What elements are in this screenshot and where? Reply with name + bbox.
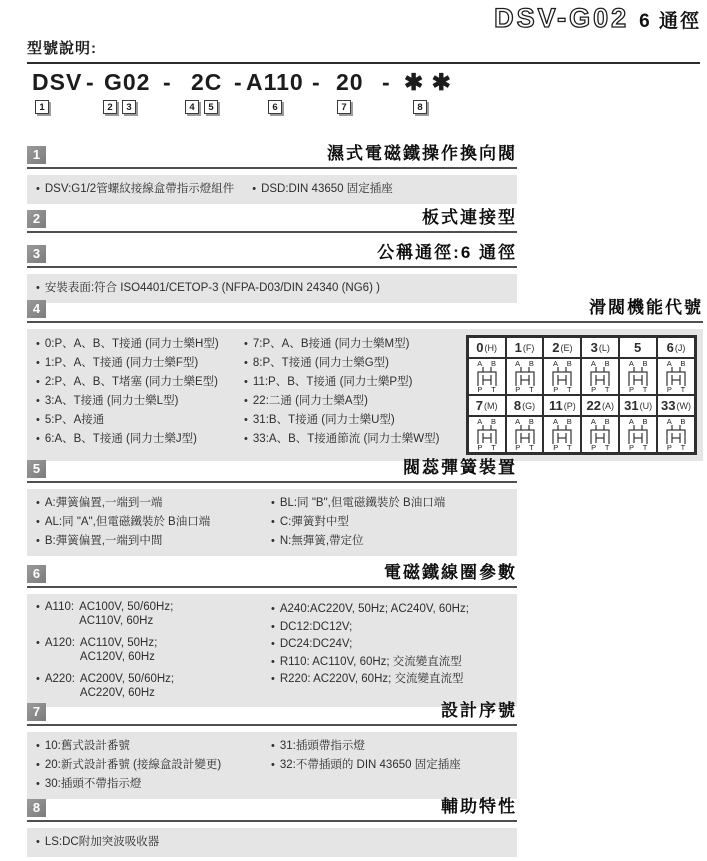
valve-symbol-icon [663,425,689,444]
bullet-icon: • [36,414,40,426]
section-1-header [27,139,517,169]
section-4-content [27,329,703,461]
list-item: • 31:B、T接通 (同力士樂U型) [244,411,460,430]
list-item: • 22:二通 (同力士樂A型) [244,392,460,411]
bullet-icon: • [36,376,40,388]
bullet-icon: • [36,395,40,407]
section-number-badge: 4 [27,300,46,318]
bullet-icon: • [244,338,248,350]
bullet-icon: • [36,673,40,685]
code-dash: - [163,69,172,95]
section-1-content [27,175,517,204]
section-title: 公稱通徑:6 通徑 [377,243,517,262]
model-code-row [0,69,707,121]
bullet-icon: • [244,376,248,388]
section-5 [27,453,517,556]
list-item: • 30:插頭不帶指示燈 [36,775,271,794]
bullet-icon: • [244,433,248,445]
code-seg: 20 [336,69,364,95]
section-7-content [27,732,517,799]
code-position-badge: 6 [268,100,282,114]
section-title: 板式連接型 [422,208,517,227]
table-header-cell: 3 (L) [581,337,619,358]
valve-symbol-cell: A B P T [657,358,695,395]
model-size-label: 6 通徑 [639,11,701,32]
section-title: 滑閥機能代號 [589,298,703,317]
bullet-icon: • [244,414,248,426]
section-5-header [27,453,517,483]
table-header-cell: 6 (J) [657,337,695,358]
bullet-icon: • [271,740,275,752]
list-item: • 10:舊式設計番號 [36,737,271,756]
model-explanation-label: 型號說明: [27,40,97,57]
list-item: • 1:P、A、T接通 (同力士樂F型) [36,354,238,373]
valve-symbol-icon [625,425,651,444]
code-position-badge: 3 [122,100,136,114]
list-item: • N:無彈簧,帶定位 [271,532,508,551]
table-header-cell: 2 (E) [543,337,581,358]
bullet-icon: • [36,338,40,350]
spool-codes-right [244,335,460,455]
bullet-icon: • [36,637,40,649]
coil-options-right [271,601,508,700]
list-item: • DC12:DC12V; [271,619,508,637]
model-series-title: DSV-G02 [494,3,630,33]
valve-symbol-cell: A B P T [619,416,657,453]
bullet-icon: • [36,357,40,369]
section-number-badge: 5 [27,460,46,478]
code-seg: DSV [32,69,83,95]
valve-symbol-icon [474,425,500,444]
bullet-icon: • [36,740,40,752]
valve-symbol-icon [549,367,575,386]
valve-symbol-icon [512,425,538,444]
code-wildcard: ✱ ✱ [404,69,452,95]
list-item: • 20:新式設計番號 (接線盒設計變更) [36,756,271,775]
list-item: • 安裝表面:符合 ISO4401/CETOP-3 (NFPA-D03/DIN 24340 (NG6) ) [36,279,508,298]
bullet-icon: • [271,620,275,633]
list-item: • 6:A、B、T接通 (同力士樂J型) [36,430,238,449]
code-position-badge: 5 [204,100,218,114]
section-1 [27,139,517,204]
list-item: • A110: AC100V, 50/60Hz; AC110V, 60Hz [36,601,174,627]
list-item: • R110: AC110V, 60Hz; 交流變直流型 [271,654,508,672]
divider [27,62,700,64]
bullet-icon: • [252,183,257,195]
valve-symbol-cell: A B P T [506,358,544,395]
bullet-icon: • [36,601,40,613]
bullet-icon: • [271,638,275,650]
list-item: • DC24:DC24V; [271,636,508,654]
list-item: • DSD:DIN 43650 固定插座 [252,180,393,199]
bullet-icon: • [271,655,275,668]
section-8 [27,792,517,857]
table-header-cell: 33 (W) [657,395,695,416]
section-title: 輔助特性 [441,797,517,816]
section-8-header [27,792,517,822]
code-dash: - [86,69,95,95]
section-title: 電磁鐵線圈參數 [384,563,517,582]
bullet-icon: • [271,603,275,615]
code-position-badge: 4 [185,100,199,114]
valve-symbol-icon [549,425,575,444]
list-item: • 11:P、B、T接通 (同力士樂P型) [244,373,460,392]
section-number-badge: 7 [27,703,46,721]
code-dash: - [382,69,391,95]
spool-codes-left [36,335,238,455]
section-3-header [27,238,517,268]
list-item: • A120: AC110V, 50Hz; AC120V, 60Hz [36,637,158,663]
bullet-icon: • [271,759,275,771]
bullet-icon: • [36,282,40,294]
bullet-icon: • [36,778,40,790]
bullet-icon: • [36,497,40,509]
valve-symbol-cell: A B P T [581,416,619,453]
table-header-cell: 7 (M) [468,395,506,416]
section-6-content [27,594,517,707]
list-item: • AL:同 "A",但電磁鐵裝於 B油口端 [36,513,271,532]
valve-symbol-cell: A B P T [581,358,619,395]
bullet-icon: • [244,357,248,369]
spool-symbol-table [466,335,697,455]
bullet-icon: • [36,516,40,528]
valve-symbol-icon [625,367,651,386]
table-header-cell: 0 (H) [468,337,506,358]
section-7-header [27,696,517,726]
list-item: • R220: AC220V, 60Hz; 交流變直流型 [271,671,508,689]
table-header-cell: 22 (A) [581,395,619,416]
section-5-content [27,489,517,556]
code-seg: A110 [246,69,304,95]
section-title: 濕式電磁鐵操作換向閥 [327,144,517,163]
valve-symbol-icon [587,367,613,386]
section-number-badge: 2 [27,210,46,228]
list-item: • B:彈簧偏置,一端到中間 [36,532,271,551]
list-item: • 2:P、A、B、T堵塞 (同力士樂E型) [36,373,238,392]
list-item: • DSV:G1/2管螺紋接線盒帶指示燈組件 [36,180,234,199]
valve-symbol-icon [663,367,689,386]
code-position-badge: 8 [413,100,427,114]
bullet-icon: • [271,516,275,528]
valve-symbol-cell: A B P T [543,358,581,395]
section-title: 設計序號 [441,701,517,720]
bullet-icon: • [244,395,248,407]
code-position-badge: 2 [103,100,117,114]
list-item: • 31:插頭帶指示燈 [271,737,508,756]
bullet-icon: • [271,497,275,509]
list-item: • A220: AC200V, 50/60Hz; AC220V, 60Hz [36,673,175,699]
bullet-icon: • [271,535,275,547]
coil-options-left [36,601,271,700]
bullet-icon: • [271,673,275,685]
section-7 [27,696,517,799]
valve-symbol-cell: A B P T [468,416,506,453]
bullet-icon: • [36,433,40,445]
code-seg: G02 [104,69,151,95]
section-2 [27,203,517,233]
code-dash: - [312,69,321,95]
table-header-cell: 31 (U) [619,395,657,416]
table-header-cell: 8 (G) [506,395,544,416]
valve-symbol-icon [474,367,500,386]
valve-symbol-icon [587,425,613,444]
bullet-icon: • [36,759,40,771]
page-header [494,3,701,34]
list-item: • 7:P、A、B接通 (同力士樂M型) [244,335,460,354]
section-6 [27,558,517,707]
section-2-header [27,203,517,233]
code-dash: - [234,69,243,95]
valve-symbol-cell: A B P T [468,358,506,395]
valve-symbol-icon [512,367,538,386]
bullet-icon: • [36,183,40,195]
table-header-cell: 1 (F) [506,337,544,358]
list-item: • LS:DC附加突波吸收器 [36,833,508,852]
section-number-badge: 6 [27,565,46,583]
design-numbers-left [36,737,271,794]
list-item: • 32:不帶插頭的 DIN 43650 固定插座 [271,756,508,775]
valve-symbol-cell: A B P T [506,416,544,453]
list-item: • 0:P、A、B、T接通 (同力士樂H型) [36,335,238,354]
section-6-header [27,558,517,588]
list-item: • 33:A、B、T接通節流 (同力士樂W型) [244,430,460,449]
spring-options-right [271,494,508,551]
section-number-badge: 3 [27,245,46,263]
section-title: 閥蕊彈簧裝置 [403,458,517,477]
list-item: • A240:AC220V, 50Hz; AC240V, 60Hz; [271,601,508,619]
list-item: • 5:P、A接通 [36,411,238,430]
section-4 [27,293,703,461]
spring-options-left [36,494,271,551]
section-8-content [27,828,517,857]
bullet-icon: • [36,836,40,848]
list-item: • 3:A、T接通 (同力士樂L型) [36,392,238,411]
code-position-badge: 7 [337,100,351,114]
valve-symbol-cell: A B P T [657,416,695,453]
code-position-badge: 1 [35,100,49,114]
list-item: • A:彈簧偏置,一端到一端 [36,494,271,513]
list-item: • BL:同 "B",但電磁鐵裝於 B油口端 [271,494,508,513]
code-seg: 2C [191,69,223,95]
table-header-cell: 5 [619,337,657,358]
section-4-header [27,293,703,323]
table-header-cell: 11 (P) [543,395,581,416]
bullet-icon: • [36,535,40,547]
design-numbers-right [271,737,508,794]
valve-symbol-cell: A B P T [543,416,581,453]
valve-symbol-cell: A B P T [619,358,657,395]
list-item: • C:彈簧對中型 [271,513,508,532]
section-number-badge: 1 [27,146,46,164]
list-item: • 8:P、T接通 (同力士樂G型) [244,354,460,373]
section-number-badge: 8 [27,799,46,817]
